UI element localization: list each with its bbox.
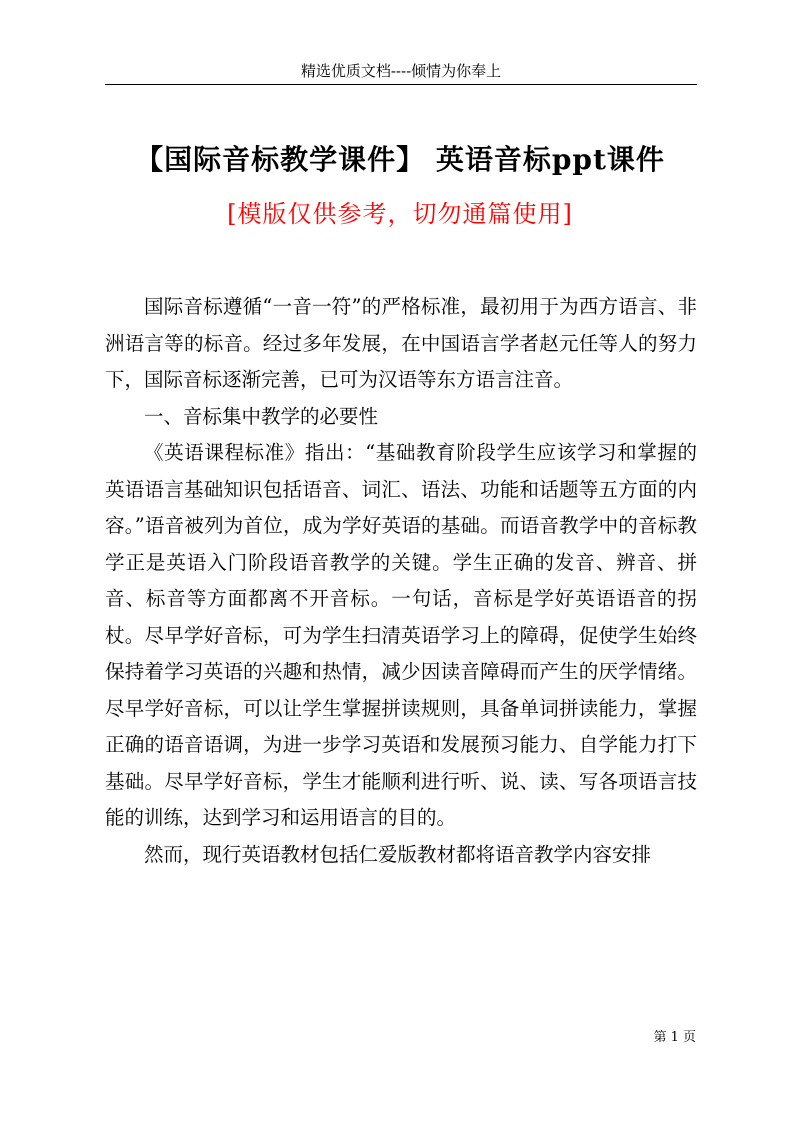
page-header: 精选优质文档----倾情为你奉上 [105,58,697,85]
document-title: 【国际音标教学课件】 英语音标ppt课件 [135,143,665,176]
paragraph-curriculum: 《英语课程标准》指出：“基础教育阶段学生应该学习和掌握的英语语言基础知识包括语音、词汇、语法、功能和话题等五方面的内容。”语音被列为首位，成为学好英语的基础。而语音教学中的音标教学正是英语入门阶段语音教学的关键。学生正确的发音、辨音、拼音、标音等方面都离不开音标。一句话，音标是学好英语语音的拐杖。尽早学好音标，可为学生扫清英语学习上的障碍，促使学生始终保持着学习英语的兴趣和热情，减少因读音障碍而产生的厌学情绪。尽早学好音标，可以让学生掌握拼读规则，具备单词拼读能力，掌握正确的语音语调，为进一步学习英语和发展预习能力、自学能力打下基础。尽早学好音标，学生才能顺利进行听、说、读、写各项语言技能的训练，达到学习和运用语言的目的。 [105,441,697,829]
document-body [105,289,697,873]
page-number: 第 1 页 [653,1030,696,1045]
section-heading: 一、音标集中教学的必要性 [144,404,379,428]
paragraph-continuation: 然而，现行英语教材包括仁爱版教材都将语音教学内容安排 [144,842,652,866]
paragraph-intro: 国际音标遵循“一音一符”的严格标准，最初用于为西方语言、非洲语言等的标音。经过多年发展，在中国语言学者赵元任等人的努力下，国际音标逐渐完善，已可为汉语等东方语言注音。 [105,295,697,391]
document-subtitle: [模版仅供参考，切勿通篇使用] [227,200,573,228]
